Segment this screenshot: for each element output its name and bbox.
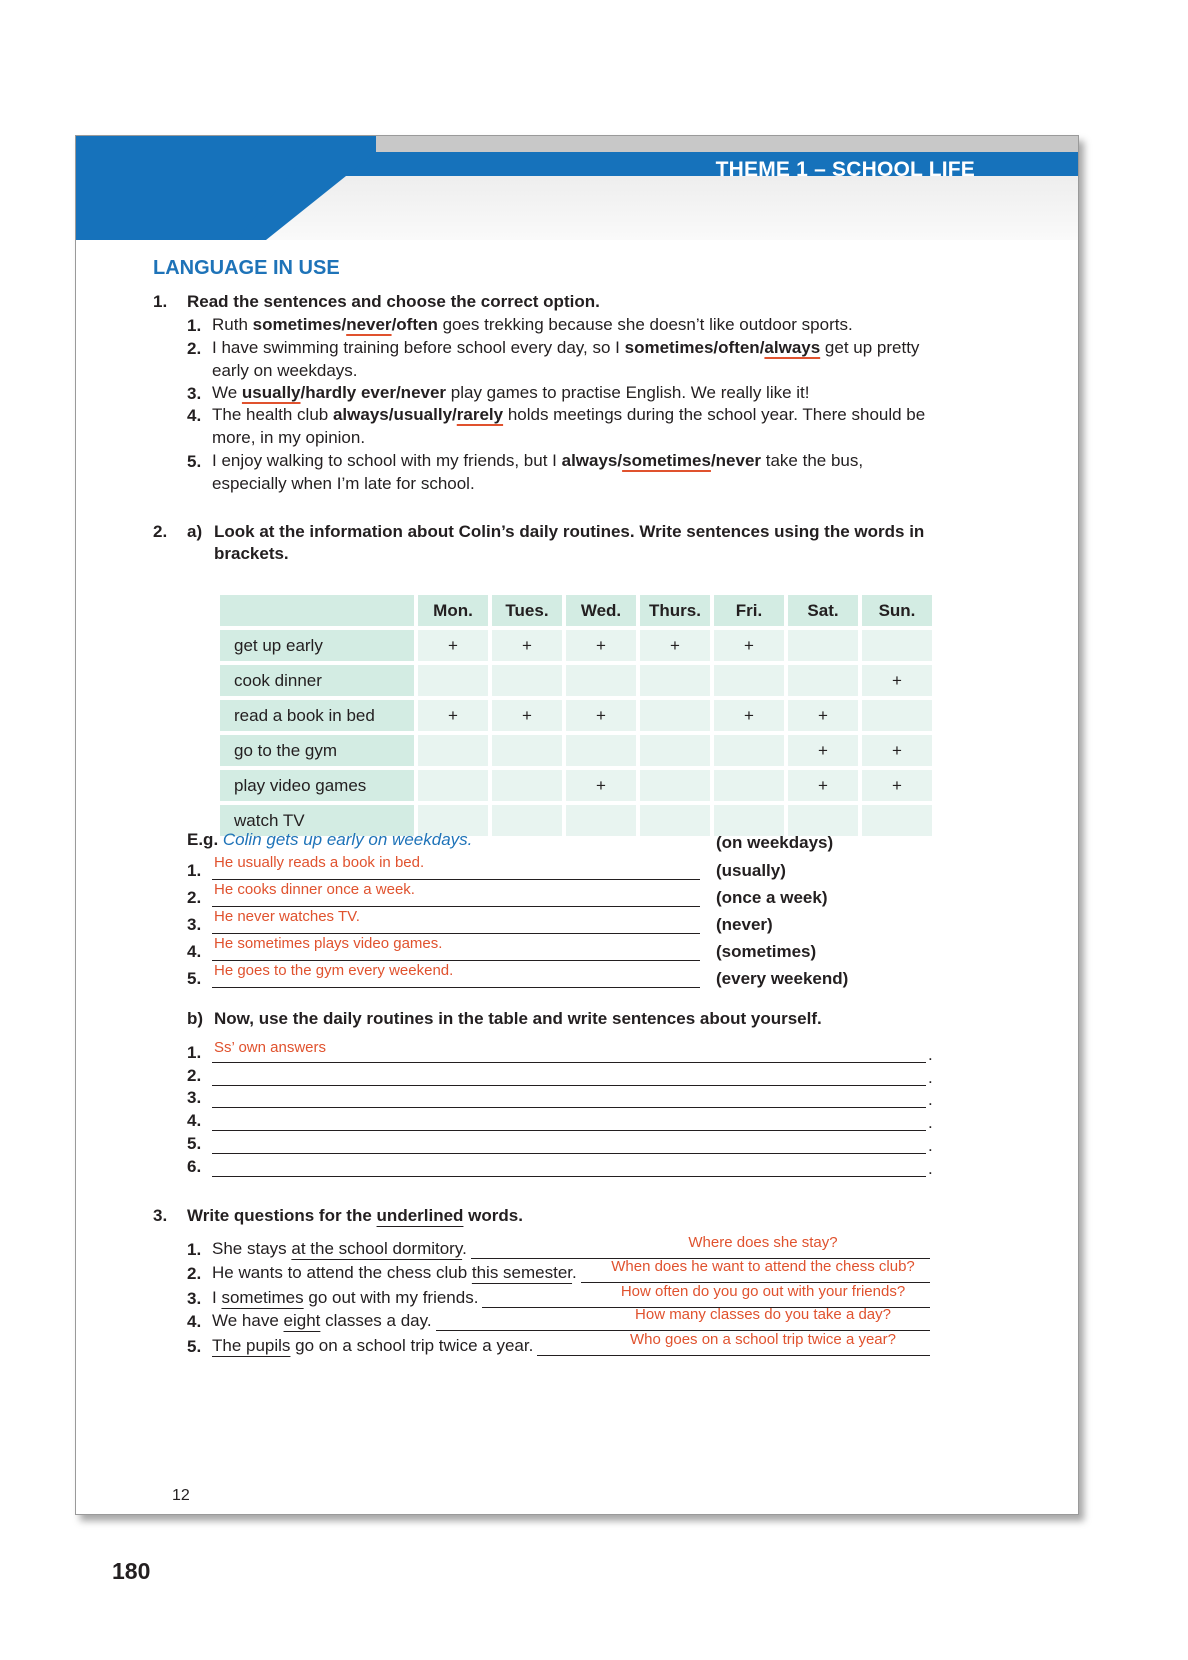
ex1-item-number: 1.: [187, 316, 202, 335]
routine-cell: [862, 630, 932, 661]
routine-cell: [640, 770, 710, 801]
ex2a-answer-text: He never watches TV.: [214, 908, 360, 925]
routine-cell: +: [566, 630, 636, 661]
routine-cell: [788, 805, 858, 836]
ex3-item-number: 1.: [187, 1240, 202, 1259]
ex3-instruction: [187, 1206, 523, 1226]
ex3-sentence: [212, 1334, 537, 1357]
ex2-part-a-label: a): [187, 522, 203, 541]
ex2a-item-number: 5.: [187, 969, 202, 988]
ex3-text-pre: We have: [212, 1311, 284, 1330]
day-header-0: Mon.: [418, 595, 488, 626]
ex3-underlined-words: at the school dormitory: [291, 1239, 463, 1258]
routine-row: [220, 630, 932, 661]
ex1-option-correct: sometimes: [622, 451, 711, 470]
ex1-number: 1.: [153, 292, 168, 311]
ex1-item-number: 3.: [187, 384, 202, 403]
routine-label: go to the gym: [220, 735, 414, 766]
ex1-options: [625, 338, 821, 357]
ex1-text-post: play games to practise English. We really like it!: [446, 383, 810, 402]
ex1-item-number: 4.: [187, 406, 202, 425]
workbook-page: [75, 135, 1079, 1515]
routine-cell: +: [788, 770, 858, 801]
routine-cell: +: [566, 770, 636, 801]
routine-cell: [862, 805, 932, 836]
day-header-6: Sun.: [862, 595, 932, 626]
routine-row: [220, 700, 932, 731]
routine-row: [220, 735, 932, 766]
ex3-answer-text: How often do you go out with your friends?: [620, 1283, 906, 1300]
routine-cell: +: [788, 700, 858, 731]
routine-label: play video games: [220, 770, 414, 801]
routine-cell: [566, 805, 636, 836]
ex2b-write-line: [212, 1130, 926, 1131]
example-text: Colin gets up early on weekdays.: [222, 830, 473, 849]
ex3-sentence: [212, 1286, 482, 1309]
routine-cell: [714, 735, 784, 766]
ex1-item-number: 5.: [187, 452, 202, 471]
ex3-sentence: [212, 1309, 436, 1332]
routine-label: watch TV: [220, 805, 414, 836]
ex3-text-post: classes a day.: [320, 1311, 432, 1330]
routine-cell: [492, 805, 562, 836]
routine-cell: [640, 700, 710, 731]
ex1-option-correct: never: [346, 315, 392, 334]
ex2a-answer-line: [212, 933, 700, 934]
ex3-underlined-words: this semester: [471, 1263, 573, 1282]
ex1-text-pre: We: [212, 383, 242, 402]
ex2a-answer-text: He usually reads a book in bed.: [214, 854, 425, 871]
day-header-3: Thurs.: [640, 595, 710, 626]
table-corner-cell: [220, 595, 414, 626]
routine-label: cook dinner: [220, 665, 414, 696]
ex3-answer-text: How many classes do you take a day?: [635, 1306, 891, 1323]
ex1-option-c: /hardly ever/never: [300, 383, 447, 402]
routine-cell: [566, 665, 636, 696]
ex2-number: 2.: [153, 522, 168, 541]
ex1-option-c: /often: [391, 315, 438, 334]
routine-row: [220, 770, 932, 801]
ex2a-item-number: 1.: [187, 861, 202, 880]
ex2b-period: .: [928, 1159, 933, 1178]
ex2b-write-line: [212, 1176, 926, 1177]
ex3-answer-text: When does he want to attend the chess club?: [611, 1258, 915, 1275]
routine-cell: [788, 665, 858, 696]
ex1-text-pre: Ruth: [212, 315, 253, 334]
ex1-text-continuation: more, in my opinion.: [212, 428, 366, 447]
ex1-option-correct: usually: [241, 383, 301, 402]
ex1-options: [333, 405, 503, 424]
ex1-text-pre: I enjoy walking to school with my friends, but I: [212, 451, 562, 470]
routine-row: [220, 665, 932, 696]
routine-label: read a book in bed: [220, 700, 414, 731]
ex1-options: [242, 383, 446, 402]
ex1-text-post: get up pretty: [820, 338, 920, 357]
routine-cell: +: [566, 700, 636, 731]
ex2-instruction-a-line2: brackets.: [214, 544, 289, 563]
inner-page-number: 12: [172, 1487, 190, 1504]
day-header-5: Sat.: [788, 595, 858, 626]
ex3-text-post: .: [572, 1263, 577, 1282]
routine-cell: [418, 735, 488, 766]
day-header-4: Fri.: [714, 595, 784, 626]
ex2b-write-line: [212, 1085, 926, 1086]
routine-cell: [862, 700, 932, 731]
ex1-item-sentence: [212, 336, 992, 382]
ex2a-answer-line: [212, 879, 700, 880]
section-title: LANGUAGE IN USE: [153, 257, 340, 279]
ex1-item-sentence: [212, 403, 992, 449]
ex3-item-number: 3.: [187, 1289, 202, 1308]
routine-cell: [492, 735, 562, 766]
ex1-item-sentence: [212, 381, 992, 404]
ex1-text-post: holds meetings during the school year. There should be: [503, 405, 926, 424]
ex3-number: 3.: [153, 1206, 168, 1225]
ex3-text-post: go out with my friends.: [303, 1288, 479, 1307]
routine-cell: [640, 805, 710, 836]
routine-table-body: [220, 630, 932, 836]
ex1-item-number: 2.: [187, 339, 202, 358]
ex1-option-a: always/: [561, 451, 623, 470]
routine-cell: [418, 665, 488, 696]
routine-cell: +: [492, 700, 562, 731]
routine-cell: [418, 770, 488, 801]
ex1-instruction: Read the sentences and choose the correct option.: [187, 292, 600, 311]
routine-cell: +: [492, 630, 562, 661]
ex2b-write-line: [212, 1107, 926, 1108]
ex1-options: [253, 315, 438, 334]
ex2b-period: .: [928, 1136, 933, 1155]
ex1-option-c: /never: [710, 451, 762, 470]
routine-table: [216, 591, 936, 840]
ex3-sentence: [212, 1237, 471, 1260]
routine-cell: +: [418, 700, 488, 731]
ex3-answer-text: Where does she stay?: [688, 1234, 838, 1251]
ex2-part-b-label: b): [187, 1009, 204, 1028]
theme-title: THEME 1 – SCHOOL LIFE: [715, 158, 975, 181]
ex2a-answer-line: [212, 960, 700, 961]
ex2b-item-number: 3.: [187, 1088, 202, 1107]
ex2b-period: .: [928, 1090, 933, 1109]
ex2a-hint: (every weekend): [716, 969, 849, 988]
routine-cell: +: [714, 700, 784, 731]
routine-cell: +: [862, 665, 932, 696]
ex2a-item-number: 4.: [187, 942, 202, 961]
example-sentence: [187, 830, 472, 850]
ex2-instruction-b: Now, use the daily routines in the table and write sentences about yourself.: [214, 1009, 822, 1028]
ex2b-write-line: [212, 1153, 926, 1154]
routine-cell: [566, 735, 636, 766]
routine-table-header: [220, 595, 932, 626]
routine-cell: [640, 665, 710, 696]
ex2a-answer-line: [212, 987, 700, 988]
ex1-option-a: always/usually/: [332, 405, 457, 424]
routine-cell: +: [862, 770, 932, 801]
ex2a-hint: (usually): [716, 861, 786, 880]
routine-cell: +: [714, 630, 784, 661]
ex1-text-pre: I have swimming training before school every day, so I: [212, 338, 625, 357]
ex2b-item-number: 5.: [187, 1134, 202, 1153]
routine-label: get up early: [220, 630, 414, 661]
ex2a-answer-text: He sometimes plays video games.: [214, 935, 443, 952]
ex2b-item-number: 2.: [187, 1066, 202, 1085]
routine-cell: [492, 665, 562, 696]
routine-cell: [714, 770, 784, 801]
routine-cell: [640, 735, 710, 766]
ex2a-answer-text: He goes to the gym every weekend.: [214, 962, 454, 979]
ex2a-hint: (once a week): [716, 888, 828, 907]
outer-page-number: 180: [112, 1558, 151, 1584]
ex3-text-pre: She stays: [212, 1239, 292, 1258]
routine-cell: +: [788, 735, 858, 766]
ex1-options: [562, 451, 761, 470]
ex3-text-pre: He wants to attend the chess club: [212, 1263, 472, 1282]
ex3-text-post: .: [462, 1239, 467, 1258]
ex2-instruction-a-line1: Look at the information about Colin’s daily routines. Write sentences using the words in: [214, 522, 925, 541]
ex2a-item-number: 3.: [187, 915, 202, 934]
ex3-underlined-words: eight: [283, 1311, 321, 1330]
example-label: E.g.: [187, 830, 219, 849]
ex1-option-correct: always: [764, 338, 821, 357]
ex1-option-a: sometimes/often/: [624, 338, 765, 357]
ex3-instruction-underlined: underlined: [376, 1206, 464, 1225]
ex2b-item-number: 6.: [187, 1157, 202, 1176]
ex2a-item-number: 2.: [187, 888, 202, 907]
ex2b-item-number: 4.: [187, 1111, 202, 1130]
ex2a-answer-text: He cooks dinner once a week.: [214, 881, 415, 898]
day-header-1: Tues.: [492, 595, 562, 626]
ex2a-answer-line: [212, 906, 700, 907]
ex3-text-post: go on a school trip twice a year.: [290, 1336, 534, 1355]
ex2b-period: .: [928, 1113, 933, 1132]
routine-cell: +: [418, 630, 488, 661]
ex2b-answer-text: Ss’ own answers: [214, 1039, 326, 1056]
ex3-text-pre: I: [212, 1288, 222, 1307]
ex2b-item-number: 1.: [187, 1043, 202, 1062]
ex2b-period: .: [928, 1068, 933, 1087]
routine-cell: +: [640, 630, 710, 661]
routine-cell: [492, 770, 562, 801]
ex3-item-number: 4.: [187, 1312, 202, 1331]
ex2a-hint: (sometimes): [716, 942, 817, 961]
ex3-item-number: 5.: [187, 1337, 202, 1356]
ex3-instruction-post: words.: [463, 1206, 523, 1225]
routine-cell: +: [862, 735, 932, 766]
routine-cell: [788, 630, 858, 661]
ex1-item-sentence: [212, 449, 992, 495]
ex3-sentence: [212, 1261, 581, 1284]
ex2b-write-line: [212, 1062, 926, 1063]
ex3-instruction-pre: Write questions for the: [187, 1206, 377, 1225]
ex3-item-number: 2.: [187, 1264, 202, 1283]
routine-cell: [714, 665, 784, 696]
ex1-text-pre: The health club: [212, 405, 333, 424]
routine-cell: [714, 805, 784, 836]
ex3-underlined-words: The pupils: [212, 1336, 291, 1355]
day-header-2: Wed.: [566, 595, 636, 626]
ex1-text-post: take the bus,: [761, 451, 864, 470]
ex1-item-sentence: [212, 313, 992, 336]
ex1-text-post: goes trekking because she doesn’t like outdoor sports.: [437, 315, 853, 334]
example-hint: (on weekdays): [716, 833, 834, 852]
ex1-option-a: sometimes/: [252, 315, 347, 334]
ex3-answer-text: Who goes on a school trip twice a year?: [630, 1331, 896, 1348]
ex1-option-correct: rarely: [456, 405, 504, 424]
ex3-underlined-words: sometimes: [221, 1288, 304, 1307]
ex2a-hint: (never): [716, 915, 773, 934]
ex2b-period: .: [928, 1045, 933, 1064]
ex1-text-continuation: early on weekdays.: [212, 361, 358, 380]
ex1-text-continuation: especially when I’m late for school.: [212, 474, 475, 493]
